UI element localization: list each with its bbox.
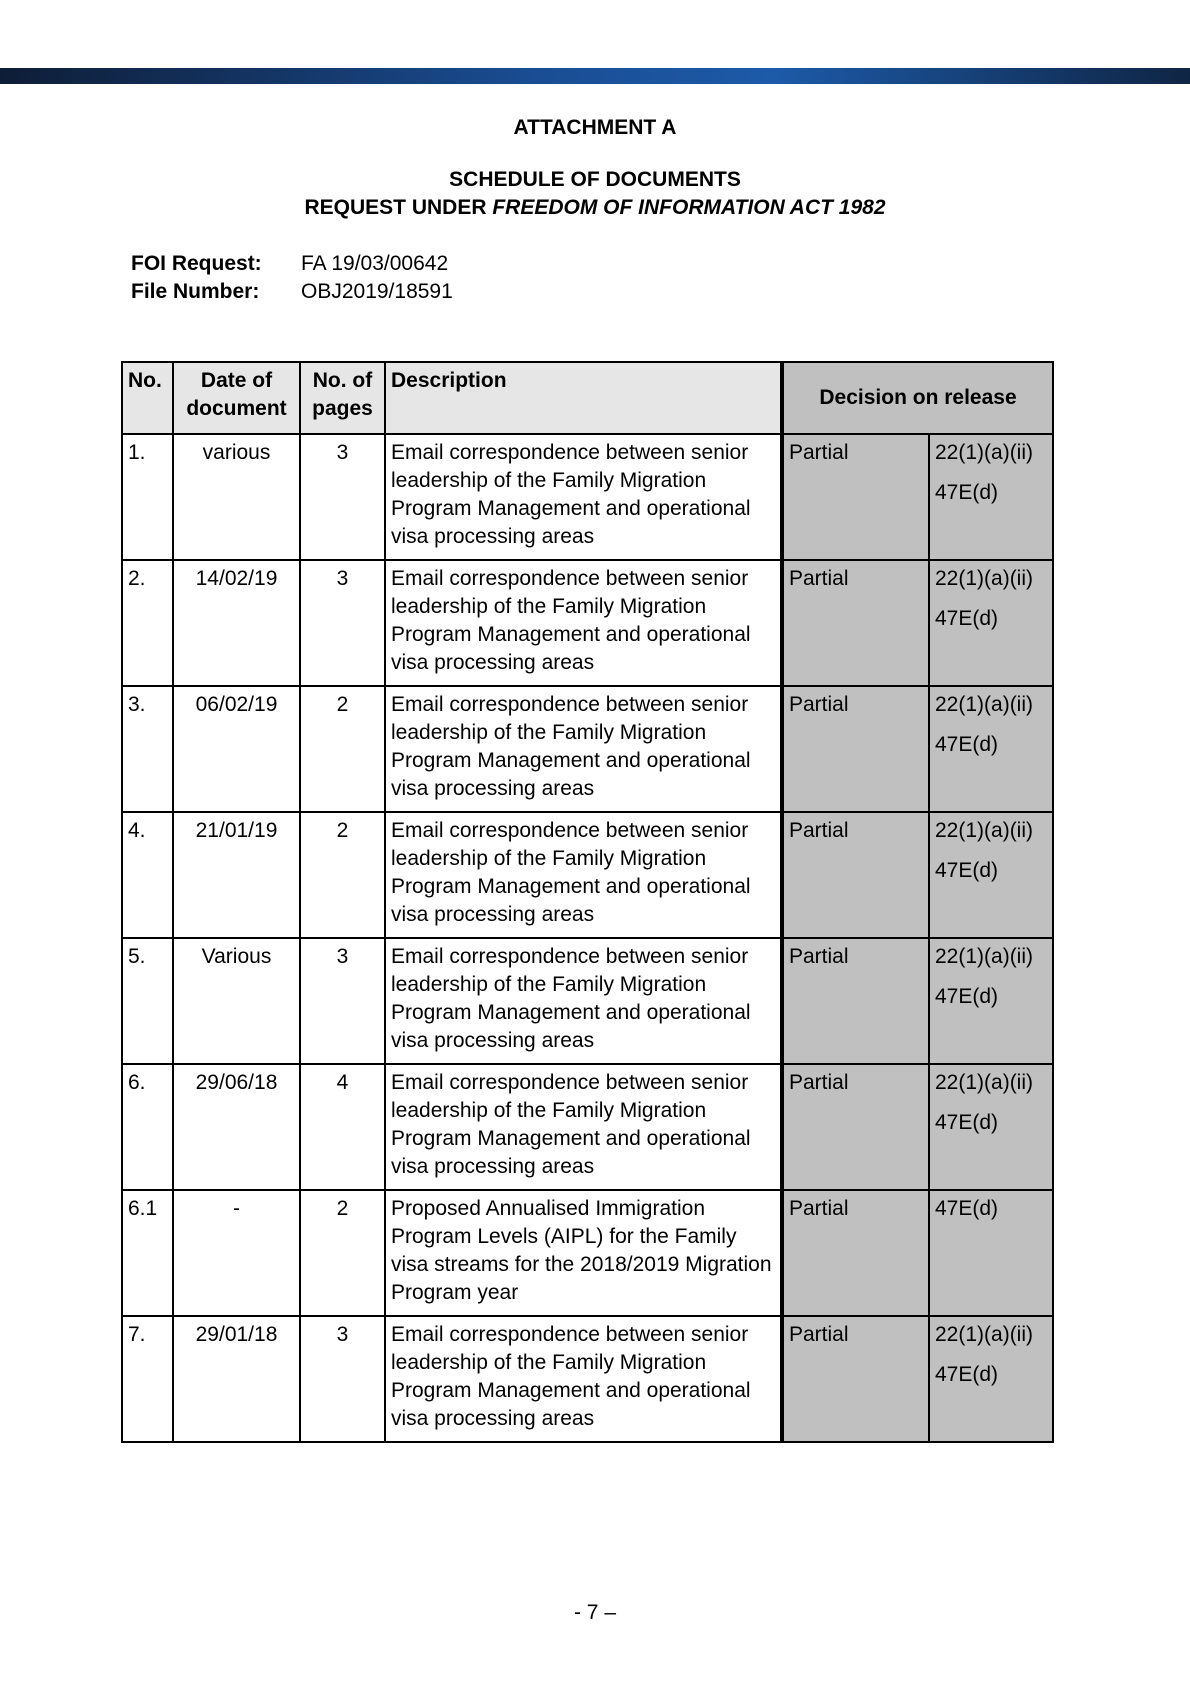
exemption-section: 47E(d) [935,481,999,504]
cell-sections [929,686,1053,812]
cell-date: 06/02/19 [173,686,300,812]
cell-description: Email correspondence between senior leadership of the Family Migration Program Management and operational visa processing areas [385,434,782,560]
cell-pages: 2 [300,1190,385,1316]
exemption-section: 22(1)(a)(ii) [935,945,1034,968]
request-prefix: REQUEST UNDER [304,196,493,219]
cell-date: 21/01/19 [173,812,300,938]
cell-sections [929,812,1053,938]
cell-no: 3. [122,686,173,812]
cell-date: Various [173,938,300,1064]
cell-decision: Partial [782,1316,929,1442]
cell-pages: 3 [300,938,385,1064]
cell-pages: 3 [300,560,385,686]
cell-description: Email correspondence between senior leadership of the Family Migration Program Management and operational visa processing areas [385,1316,782,1442]
cell-no: 4. [122,812,173,938]
cell-no: 2. [122,560,173,686]
schedule-table [121,361,1054,1443]
file-number-label: File Number: [131,280,260,303]
cell-pages: 3 [300,1316,385,1442]
cell-decision: Partial [782,434,929,560]
table-header-row [122,362,1053,434]
cell-sections [929,938,1053,1064]
cell-date: 14/02/19 [173,560,300,686]
cell-description: Email correspondence between senior leadership of the Family Migration Program Management and operational visa processing areas [385,938,782,1064]
cell-decision: Partial [782,938,929,1064]
exemption-section: 47E(d) [935,985,999,1008]
cell-pages: 4 [300,1064,385,1190]
request-act: FREEDOM OF INFORMATION ACT 1982 [492,196,886,219]
header-bar [0,68,1190,84]
cell-description: Email correspondence between senior leadership of the Family Migration Program Management and operational visa processing areas [385,686,782,812]
exemption-section: 22(1)(a)(ii) [935,1071,1034,1094]
col-header-date: Date of document [173,362,300,434]
cell-decision: Partial [782,686,929,812]
cell-decision: Partial [782,560,929,686]
cell-decision: Partial [782,1064,929,1190]
col-header-decision: Decision on release [782,362,1053,434]
attachment-title: ATTACHMENT A [513,116,677,139]
table-row [122,1064,1053,1190]
file-number-value: OBJ2019/18591 [301,280,453,303]
cell-date: - [173,1190,300,1316]
cell-description: Proposed Annualised Immigration Program Levels (AIPL) for the Family visa streams for the 2018/2019 Migration Program year [385,1190,782,1316]
exemption-section: 47E(d) [935,1363,999,1386]
cell-description: Email correspondence between senior leadership of the Family Migration Program Management and operational visa processing areas [385,560,782,686]
page-number: - 7 – [573,1601,617,1624]
cell-sections [929,1190,1053,1316]
col-header-no: No. [122,362,173,434]
exemption-section: 22(1)(a)(ii) [935,1323,1034,1346]
schedule-title: SCHEDULE OF DOCUMENTS [449,168,741,191]
exemption-section: 22(1)(a)(ii) [935,693,1034,716]
table-row [122,1316,1053,1442]
exemption-section: 47E(d) [935,1111,999,1134]
exemption-section: 22(1)(a)(ii) [935,819,1034,842]
cell-pages: 3 [300,434,385,560]
cell-sections [929,434,1053,560]
cell-date: various [173,434,300,560]
foi-request-label: FOI Request: [131,252,262,275]
cell-description: Email correspondence between senior leadership of the Family Migration Program Management and operational visa processing areas [385,812,782,938]
cell-date: 29/01/18 [173,1316,300,1442]
table-row [122,434,1053,560]
cell-sections [929,1064,1053,1190]
cell-decision: Partial [782,812,929,938]
cell-sections [929,1316,1053,1442]
cell-no: 1. [122,434,173,560]
cell-no: 6. [122,1064,173,1190]
exemption-section: 22(1)(a)(ii) [935,441,1034,464]
cell-decision: Partial [782,1190,929,1316]
request-title [0,196,1190,220]
cell-no: 7. [122,1316,173,1442]
table-row [122,686,1053,812]
cell-pages: 2 [300,686,385,812]
cell-description: Email correspondence between senior leadership of the Family Migration Program Management and operational visa processing areas [385,1064,782,1190]
cell-date: 29/06/18 [173,1064,300,1190]
cell-no: 5. [122,938,173,1064]
exemption-section: 47E(d) [935,733,999,756]
exemption-section: 47E(d) [935,1197,999,1220]
col-header-pages: No. of pages [300,362,385,434]
cell-no: 6.1 [122,1190,173,1316]
table-row [122,560,1053,686]
exemption-section: 47E(d) [935,859,999,882]
table-row [122,1190,1053,1316]
cell-pages: 2 [300,812,385,938]
table-row [122,812,1053,938]
exemption-section: 22(1)(a)(ii) [935,567,1034,590]
table-row [122,938,1053,1064]
col-header-description: Description [385,362,782,434]
foi-request-value: FA 19/03/00642 [301,252,449,275]
exemption-section: 47E(d) [935,607,999,630]
cell-sections [929,560,1053,686]
